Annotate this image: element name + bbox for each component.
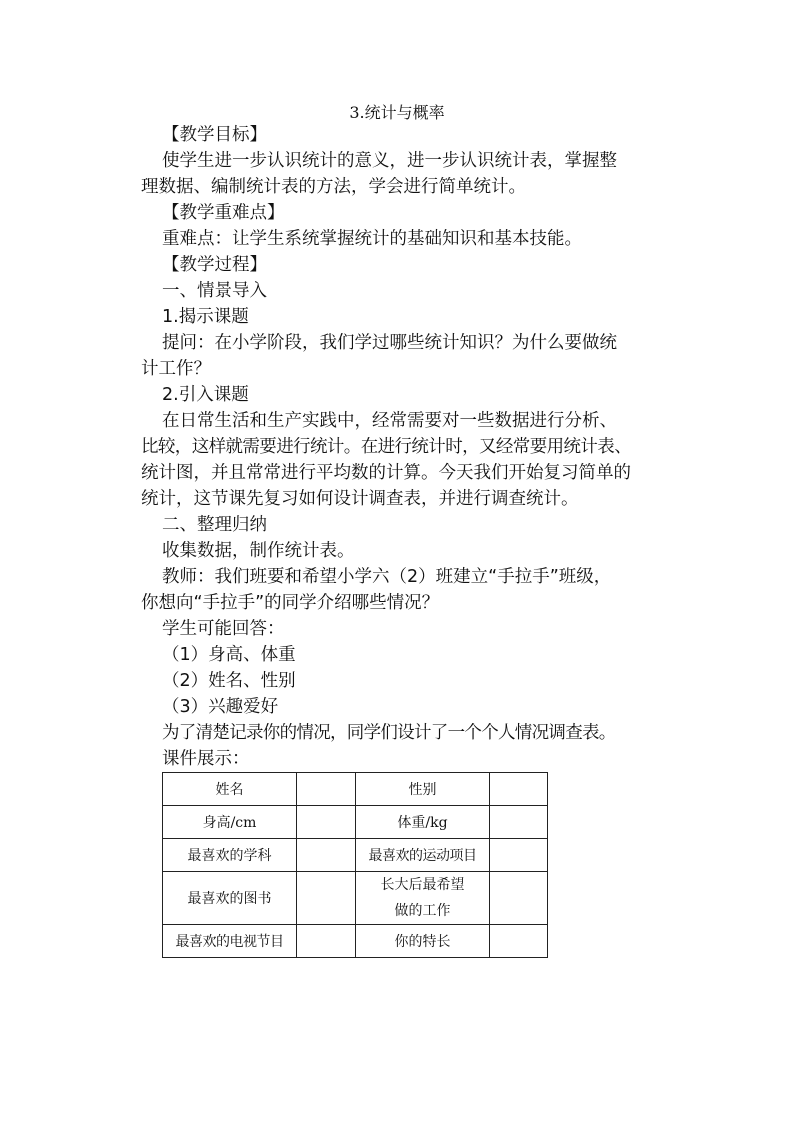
table-cell: 最喜欢的图书 — [163, 872, 297, 925]
subheading: 2.引入课题 — [162, 385, 249, 405]
list-item: （1）身高、体重 — [162, 645, 296, 665]
table-cell-line: 做的工作 — [394, 903, 451, 919]
table-cell — [297, 925, 356, 958]
paragraph-line: 收集数据，制作统计表。 — [162, 541, 355, 561]
table-row — [163, 839, 548, 872]
paragraph-line: 统计，这节课先复习如何设计调查表，并进行调查统计。 — [141, 489, 579, 509]
paragraph-line: 在日常生活和生产实践中，经常需要对一些数据进行分析、 — [162, 411, 617, 431]
table-cell — [490, 806, 548, 839]
table-cell — [490, 925, 548, 958]
table-cell: 身高/cm — [163, 806, 297, 839]
paragraph-line: 提问：在小学阶段，我们学过哪些统计知识？为什么要做统 — [162, 333, 617, 353]
paragraph-line: 教师：我们班要和希望小学六（2）班建立“手拉手”班级， — [162, 567, 612, 587]
survey-table — [162, 772, 548, 958]
table-row — [163, 925, 548, 958]
table-cell — [297, 872, 356, 925]
paragraph-line: 为了清楚记录你的情况，同学们设计了一个个人情况调查表。 — [162, 723, 616, 743]
list-item: （3）兴趣爱好 — [162, 697, 279, 717]
table-row — [163, 773, 548, 806]
paragraph-line: 使学生进一步认识统计的意义，进一步认识统计表，掌握整 — [162, 151, 617, 171]
paragraph-line: 计工作？ — [141, 359, 211, 379]
table-cell: 姓名 — [163, 773, 297, 806]
table-row — [163, 806, 548, 839]
table-row — [163, 872, 548, 925]
table-cell: 你的特长 — [356, 925, 490, 958]
table-cell: 体重/kg — [356, 806, 490, 839]
table-cell: 性别 — [356, 773, 490, 806]
paragraph-line: 重难点：让学生系统掌握统计的基础知识和基本技能。 — [162, 229, 582, 249]
section-heading-key-points: 【教学重难点】 — [162, 203, 285, 223]
paragraph-line: 统计图，并且常常进行平均数的计算。今天我们开始复习简单的 — [141, 463, 631, 483]
table-cell — [297, 773, 356, 806]
table-cell — [490, 839, 548, 872]
table-cell — [297, 806, 356, 839]
paragraph-line: 比较，这样就需要进行统计。在进行统计时，又经常要用统计表、 — [141, 437, 632, 457]
subheading: 1.揭示课题 — [162, 307, 249, 327]
subheading: 一、情景导入 — [162, 281, 267, 301]
section-heading-objectives: 【教学目标】 — [162, 125, 267, 145]
table-cell — [297, 839, 356, 872]
table-cell: 最喜欢的电视节目 — [163, 925, 297, 958]
table-cell: 最喜欢的运动项目 — [356, 839, 490, 872]
section-heading-process: 【教学过程】 — [162, 255, 267, 275]
paragraph-line: 你想向“手拉手”的同学介绍哪些情况？ — [141, 593, 440, 613]
table-cell — [490, 773, 548, 806]
paragraph-line: 课件展示： — [162, 749, 250, 769]
subheading: 二、整理归纳 — [162, 515, 267, 535]
table-cell-line: 长大后最希望 — [380, 877, 465, 893]
list-item: （2）姓名、性别 — [162, 671, 296, 691]
paragraph-line: 学生可能回答： — [162, 619, 285, 639]
document-title: 3.统计与概率 — [349, 103, 445, 122]
table-cell: 最喜欢的学科 — [163, 839, 297, 872]
table-cell — [490, 872, 548, 925]
paragraph-line: 理数据、编制统计表的方法，学会进行简单统计。 — [141, 177, 526, 197]
table-cell — [356, 872, 490, 925]
